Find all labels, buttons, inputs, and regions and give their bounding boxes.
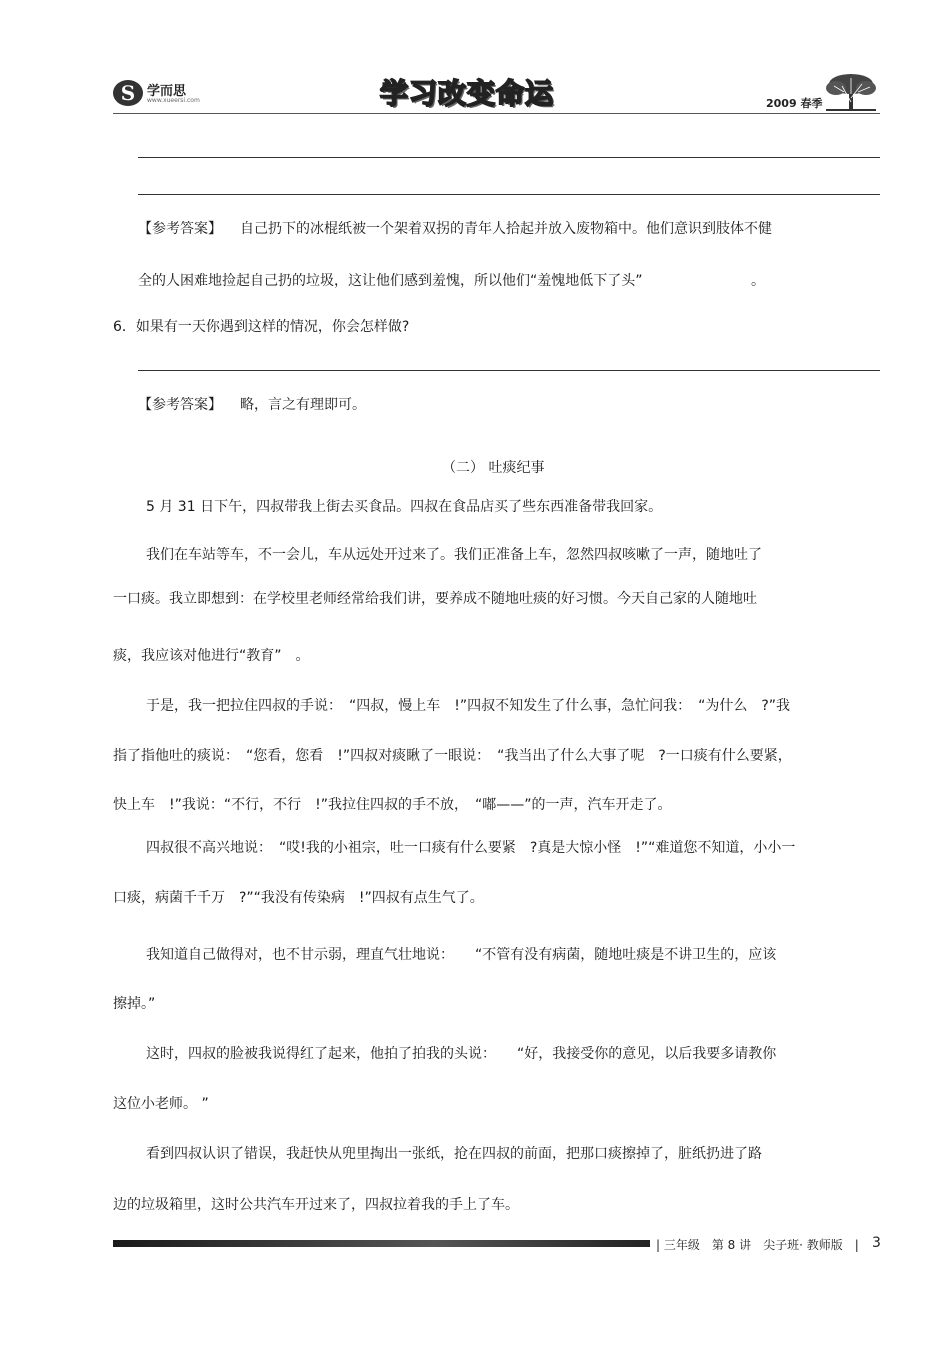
story-line: 口痰，病菌千千万 ?”“我没有传染病 !”四叔有点生气了。 — [113, 890, 484, 906]
story-line: 5 月 31 日下午，四叔带我上街去买食品。四叔在食品店买了些东西准备带我回家。 — [146, 499, 663, 515]
footer-bar — [113, 1240, 650, 1247]
section-title: （二） 吐痰纪事 — [442, 460, 545, 476]
answer-text: 全的人困难地捡起自己扔的垃圾，这让他们感到羞愧，所以他们“羞愧地低下了头” — [138, 273, 643, 289]
header-slogan: 学习改变命运 — [380, 77, 555, 110]
story-line: 快上车 !”我说：“不行，不行 !”我拉住四叔的手不放， “嘟——”的一声，汽车开走了。 — [113, 797, 672, 813]
header-season: 2009 春季 — [766, 97, 823, 110]
logo-mark: S — [113, 80, 143, 106]
question-6: 6．如果有一天你遇到这样的情况，你会怎样做? — [113, 319, 410, 335]
story-line: 这位小老师。 ” — [113, 1096, 209, 1112]
story-line: 指了指他吐的痰说： “您看，您看 !”四叔对痰瞅了一眼说： “我当出了什么大事了呢 ?一口痰有什么要紧， — [113, 748, 792, 764]
answer-text: 略，言之有理即可。 — [240, 397, 366, 413]
page-number: 3 — [872, 1235, 881, 1251]
answer-text-end: 。 — [751, 273, 765, 289]
story-line: 我知道自己做得对，也不甘示弱，理直气壮地说： “不管有没有病菌，随地吐痰是不讲卫生的，应该 — [146, 947, 777, 963]
story-line: 边的垃圾箱里，这时公共汽车开过来了，四叔拉着我的手上了车。 — [113, 1197, 519, 1213]
answer-line — [138, 157, 880, 158]
story-line: 这时，四叔的脸被我说得红了起来，他拍了拍我的头说： “好，我接受你的意见，以后我要多请教你 — [146, 1046, 777, 1062]
answer-text: 自己扔下的冰棍纸被一个架着双拐的青年人拾起并放入废物箱中。他们意识到肢体不健 — [240, 221, 772, 237]
story-line: 一口痰。我立即想到：在学校里老师经常给我们讲，要养成不随地吐痰的好习惯。今天自己家的人随地吐 — [113, 591, 757, 607]
story-line: 痰，我应该对他进行“教育” 。 — [113, 648, 310, 664]
story-line: 擦掉。” — [113, 996, 156, 1012]
answer-label: 【参考答案】 — [138, 221, 222, 237]
header-divider — [113, 113, 880, 114]
logo-url: www.xueersi.com — [147, 97, 200, 104]
tree-icon — [822, 72, 880, 112]
answer-line — [138, 370, 880, 371]
story-line: 我们在车站等车，不一会儿，车从远处开过来了。我们正准备上车，忽然四叔咳嗽了一声，随地吐了 — [146, 547, 762, 563]
answer-line — [138, 194, 880, 195]
answer-label: 【参考答案】 — [138, 397, 222, 413]
story-line: 四叔很不高兴地说： “哎!我的小祖宗，吐一口痰有什么要紧 ?真是大惊小怪 !”“难道您不知道，小小一 — [146, 840, 796, 856]
footer-info: | 三年级 第 8 讲 尖子班· 教师版 | — [656, 1238, 859, 1252]
logo — [113, 78, 203, 110]
logo-name: 学而思 — [147, 84, 187, 99]
story-line: 看到四叔认识了错误，我赶快从兜里掏出一张纸，抢在四叔的前面，把那口痰擦掉了，脏纸扔进了路 — [146, 1146, 762, 1162]
story-line: 于是，我一把拉住四叔的手说： “四叔，慢上车 !”四叔不知发生了什么事，急忙问我： “为什么 ?”我 — [146, 698, 791, 714]
